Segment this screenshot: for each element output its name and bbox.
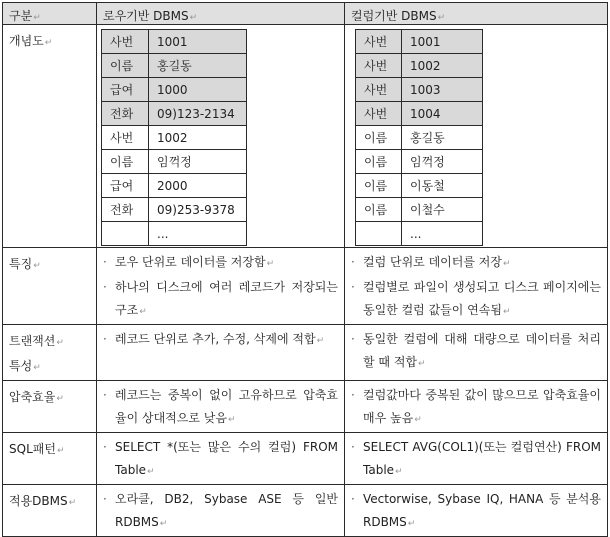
column-dbms-description (345, 248, 608, 325)
field-name: 전화 (102, 102, 149, 126)
field-name: 사번 (102, 30, 149, 54)
bullet-item: · SELECT AVG(COL1)(또는 컬럼연산) FROM Table↵ (351, 440, 601, 477)
field-name: 급여 (102, 78, 149, 102)
row-category-label: 트랜잭션↵ 특성↵ (3, 325, 97, 381)
field-name: 사번 (356, 30, 402, 54)
column-dbms-description (345, 485, 608, 537)
comparison-table (2, 2, 608, 537)
diagram-row (356, 174, 483, 198)
field-value: 이동철 (402, 174, 483, 198)
detail-row (3, 433, 608, 485)
field-value: 홍길동 (402, 126, 483, 150)
row-dbms-description (97, 325, 345, 381)
diagram-row (356, 54, 483, 78)
diagram-row (102, 102, 247, 126)
field-value: 1003 (402, 78, 483, 102)
bullet-item: · Vectorwise, Sybase IQ, HANA 등 분석용 RDBMS↵ (351, 492, 601, 529)
field-name (102, 222, 149, 246)
field-name: 이름 (356, 126, 402, 150)
field-value: 홍길동 (149, 54, 247, 78)
row-dbms-description (97, 248, 345, 325)
field-name: 급여 (102, 174, 149, 198)
row-store-diagram (101, 29, 247, 246)
header-row-dbms: 로우기반 DBMS↵ (97, 3, 345, 25)
column-dbms-description (345, 381, 608, 433)
field-name: 이름 (356, 150, 402, 174)
diagram-row (102, 126, 247, 150)
diagram-row (356, 102, 483, 126)
concept-label: 개념도↵ (3, 25, 97, 248)
row-dbms-description (97, 433, 345, 485)
diagram-row (356, 30, 483, 54)
detail-row (3, 325, 608, 381)
bullet-item: · 로우 단위로 데이터를 저장함↵ (103, 255, 275, 269)
field-value: 이철수 (402, 198, 483, 222)
row-dbms-description (97, 485, 345, 537)
bullet-item: · 컬럼 단위로 데이터를 저장↵ (351, 255, 511, 269)
bullet-item: · 컬럼값마다 중복된 값이 많으므로 압축효율이 매우 높음↵ (351, 388, 601, 425)
concept-row (3, 25, 608, 248)
bullet-item: · 레코드 단위로 추가, 수정, 삭제에 적합↵ (103, 332, 325, 346)
field-name: 전화 (102, 198, 149, 222)
row-store-diagram-cell (97, 25, 345, 248)
field-value: 2000 (149, 174, 247, 198)
row-category-label: 특징↵ (3, 248, 97, 325)
header-category: 구분↵ (3, 3, 97, 25)
diagram-row (102, 174, 247, 198)
column-store-diagram-cell (345, 25, 608, 248)
field-name: 사번 (356, 102, 402, 126)
bullet-item: · 동일한 컬럼에 대해 대량으로 데이터를 처리할 때 적합↵ (351, 332, 601, 369)
row-dbms-description (97, 381, 345, 433)
field-value: 1001 (149, 30, 247, 54)
diagram-row (356, 126, 483, 150)
field-name: 이름 (356, 198, 402, 222)
field-name: 사번 (102, 126, 149, 150)
field-value: 1002 (149, 126, 247, 150)
diagram-row (356, 198, 483, 222)
field-value: 임꺽정 (149, 150, 247, 174)
field-value: 1001 (402, 30, 483, 54)
field-name: 이름 (102, 150, 149, 174)
diagram-row (356, 150, 483, 174)
bullet-item: · 오라클, DB2, Sybase ASE 등 일반 RDBMS↵ (103, 492, 338, 529)
diagram-row (102, 222, 247, 246)
row-category-label: 압축효율↵ (3, 381, 97, 433)
diagram-row (102, 78, 247, 102)
diagram-row (102, 150, 247, 174)
field-name: 이름 (356, 174, 402, 198)
row-category-label: SQL패턴↵ (3, 433, 97, 485)
field-name (356, 222, 402, 246)
diagram-row (102, 30, 247, 54)
bullet-item: · 레코드는 중복이 없이 고유하므로 압축효율이 상대적으로 낮음↵ (103, 388, 338, 425)
bullet-item: · 하나의 디스크에 여러 레코드가 저장되는 구조↵ (103, 280, 338, 317)
column-dbms-description (345, 325, 608, 381)
field-value: ... (402, 222, 483, 246)
row-category-label: 적용DBMS↵ (3, 485, 97, 537)
column-dbms-description (345, 433, 608, 485)
bullet-item: · SELECT *(또는 많은 수의 컬럼) FROM Table↵ (103, 440, 338, 477)
field-value: 09)253-9378 (149, 198, 247, 222)
field-name: 사번 (356, 78, 402, 102)
detail-row (3, 485, 608, 537)
header-column-dbms: 컬럼기반 DBMS↵ (345, 3, 608, 25)
diagram-row (102, 54, 247, 78)
field-name: 이름 (102, 54, 149, 78)
bullet-item: · 컬럼별로 파일이 생성되고 디스크 페이지에는 동일한 컬럼 값들이 연속됨↵ (351, 280, 601, 317)
column-store-diagram (355, 29, 483, 246)
field-value: 09)123-2134 (149, 102, 247, 126)
diagram-row (356, 222, 483, 246)
detail-row (3, 248, 608, 325)
diagram-row (102, 198, 247, 222)
field-value: 임꺽정 (402, 150, 483, 174)
field-value: 1002 (402, 54, 483, 78)
field-value: ... (149, 222, 247, 246)
field-value: 1000 (149, 78, 247, 102)
header-row (3, 3, 608, 25)
diagram-row (356, 78, 483, 102)
field-value: 1004 (402, 102, 483, 126)
detail-row (3, 381, 608, 433)
field-name: 사번 (356, 54, 402, 78)
